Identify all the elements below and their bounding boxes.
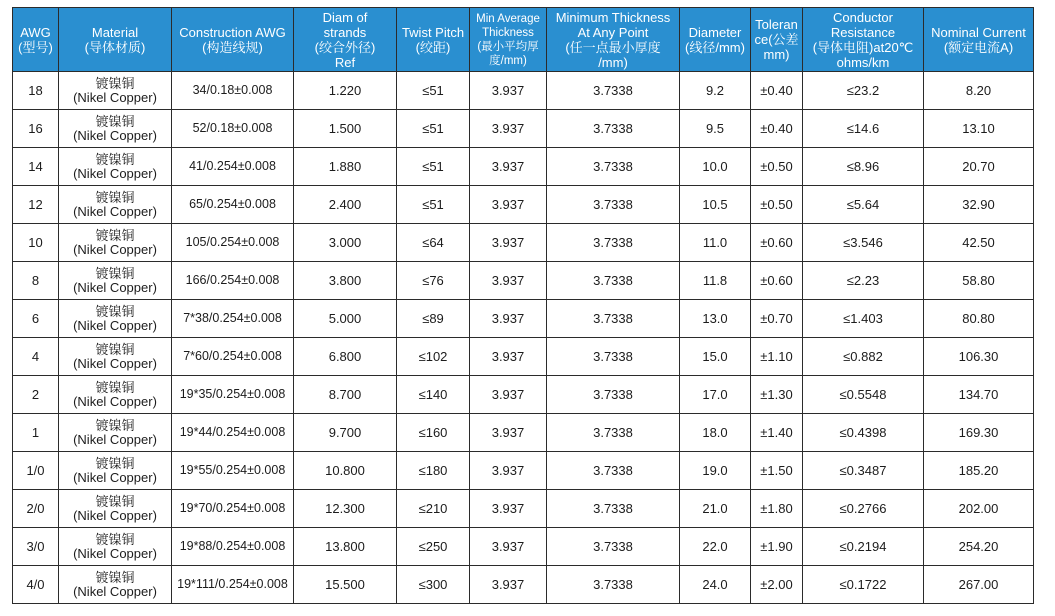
cell-diameter: 10.0 [680, 148, 751, 186]
cell-nominal-current: 42.50 [924, 224, 1034, 262]
cell-min-thickness: 3.7338 [547, 72, 680, 110]
cell-tolerance: ±1.90 [751, 528, 803, 566]
material-cn: 镀镍铜 [95, 569, 135, 585]
cell-min-avg-thickness: 3.937 [470, 224, 547, 262]
header-diam-strands: Diam of strands (绞合外径) Ref [294, 8, 397, 72]
cell-min-avg-thickness: 3.937 [470, 300, 547, 338]
cell-min-avg-thickness: 3.937 [470, 72, 547, 110]
cell-min-thickness: 3.7338 [547, 186, 680, 224]
cell-awg: 1 [13, 414, 59, 452]
material-cn: 镀镍铜 [95, 417, 135, 433]
cell-diam-strands: 15.500 [294, 566, 397, 604]
cell-min-thickness: 3.7338 [547, 148, 680, 186]
header-resistance: Conductor Resistance (导体电阻)at20℃ ohms/km [803, 8, 924, 72]
table-row [13, 224, 1034, 262]
material-en: (Nikel Copper) [73, 545, 157, 561]
cell-min-avg-thickness: 3.937 [470, 566, 547, 604]
cell-twist-pitch: ≤140 [397, 376, 470, 414]
cell-construction: 34/0.18±0.008 [172, 72, 294, 110]
cell-twist-pitch: ≤51 [397, 110, 470, 148]
cell-min-thickness: 3.7338 [547, 300, 680, 338]
cell-diameter: 22.0 [680, 528, 751, 566]
cell-resistance: ≤0.882 [803, 338, 924, 376]
header-construction: Construction AWG (构造线规) [172, 8, 294, 72]
cell-material [59, 72, 172, 110]
cell-tolerance: ±1.40 [751, 414, 803, 452]
cell-min-avg-thickness: 3.937 [470, 414, 547, 452]
cell-material [59, 452, 172, 490]
material-en: (Nikel Copper) [73, 279, 157, 295]
cell-diameter: 10.5 [680, 186, 751, 224]
cell-resistance: ≤0.1722 [803, 566, 924, 604]
material-cn: 镀镍铜 [95, 265, 135, 281]
cell-awg: 16 [13, 110, 59, 148]
cell-tolerance: ±0.40 [751, 72, 803, 110]
table-row [13, 528, 1034, 566]
cell-diam-strands: 10.800 [294, 452, 397, 490]
table-row [13, 338, 1034, 376]
cell-material [59, 490, 172, 528]
cell-min-thickness: 3.7338 [547, 262, 680, 300]
cell-twist-pitch: ≤300 [397, 566, 470, 604]
cell-tolerance: ±0.60 [751, 262, 803, 300]
cell-nominal-current: 267.00 [924, 566, 1034, 604]
cell-construction: 19*35/0.254±0.008 [172, 376, 294, 414]
material-cn: 镀镍铜 [95, 227, 135, 243]
cell-construction: 166/0.254±0.008 [172, 262, 294, 300]
material-cn: 镀镍铜 [95, 379, 135, 395]
cell-nominal-current: 254.20 [924, 528, 1034, 566]
cell-tolerance: ±1.10 [751, 338, 803, 376]
cell-min-thickness: 3.7338 [547, 414, 680, 452]
cell-material [59, 110, 172, 148]
cell-construction: 52/0.18±0.008 [172, 110, 294, 148]
cell-awg: 10 [13, 224, 59, 262]
cell-twist-pitch: ≤76 [397, 262, 470, 300]
cell-tolerance: ±0.70 [751, 300, 803, 338]
cell-awg: 2/0 [13, 490, 59, 528]
cell-awg: 2 [13, 376, 59, 414]
cell-awg: 8 [13, 262, 59, 300]
cell-diam-strands: 1.880 [294, 148, 397, 186]
material-cn: 镀镍铜 [95, 151, 135, 167]
cell-min-thickness: 3.7338 [547, 490, 680, 528]
cell-diameter: 18.0 [680, 414, 751, 452]
cell-diameter: 19.0 [680, 452, 751, 490]
cell-min-thickness: 3.7338 [547, 376, 680, 414]
cell-min-avg-thickness: 3.937 [470, 148, 547, 186]
cell-tolerance: ±0.50 [751, 148, 803, 186]
cell-twist-pitch: ≤160 [397, 414, 470, 452]
cell-resistance: ≤2.23 [803, 262, 924, 300]
cell-awg: 4 [13, 338, 59, 376]
cell-min-avg-thickness: 3.937 [470, 110, 547, 148]
cell-twist-pitch: ≤180 [397, 452, 470, 490]
material-en: (Nikel Copper) [73, 241, 157, 257]
cell-construction: 7*60/0.254±0.008 [172, 338, 294, 376]
cell-diameter: 17.0 [680, 376, 751, 414]
cell-diameter: 11.8 [680, 262, 751, 300]
cell-construction: 19*44/0.254±0.008 [172, 414, 294, 452]
cell-nominal-current: 58.80 [924, 262, 1034, 300]
cell-diam-strands: 1.500 [294, 110, 397, 148]
cell-material [59, 414, 172, 452]
table-row [13, 186, 1034, 224]
cell-diam-strands: 3.000 [294, 224, 397, 262]
cell-construction: 105/0.254±0.008 [172, 224, 294, 262]
cell-min-avg-thickness: 3.937 [470, 452, 547, 490]
cell-construction: 7*38/0.254±0.008 [172, 300, 294, 338]
cell-diam-strands: 3.800 [294, 262, 397, 300]
cell-diameter: 15.0 [680, 338, 751, 376]
cell-awg: 18 [13, 72, 59, 110]
material-cn: 镀镍铜 [95, 303, 135, 319]
cell-nominal-current: 20.70 [924, 148, 1034, 186]
material-en: (Nikel Copper) [73, 431, 157, 447]
cell-min-thickness: 3.7338 [547, 338, 680, 376]
cell-min-avg-thickness: 3.937 [470, 186, 547, 224]
cell-resistance: ≤5.64 [803, 186, 924, 224]
material-en: (Nikel Copper) [73, 355, 157, 371]
cell-diameter: 21.0 [680, 490, 751, 528]
material-cn: 镀镍铜 [95, 113, 135, 129]
cell-twist-pitch: ≤210 [397, 490, 470, 528]
cell-resistance: ≤0.3487 [803, 452, 924, 490]
cell-min-thickness: 3.7338 [547, 528, 680, 566]
cell-tolerance: ±1.30 [751, 376, 803, 414]
cell-tolerance: ±2.00 [751, 566, 803, 604]
cell-resistance: ≤8.96 [803, 148, 924, 186]
cell-min-thickness: 3.7338 [547, 566, 680, 604]
cell-twist-pitch: ≤64 [397, 224, 470, 262]
cell-diameter: 11.0 [680, 224, 751, 262]
header-tolerance: Toleran ce(公差 mm) [751, 8, 803, 72]
cell-diam-strands: 12.300 [294, 490, 397, 528]
cell-material [59, 376, 172, 414]
header-material: Material (导体材质) [59, 8, 172, 72]
cell-nominal-current: 106.30 [924, 338, 1034, 376]
cell-material [59, 300, 172, 338]
cell-resistance: ≤23.2 [803, 72, 924, 110]
cell-material [59, 566, 172, 604]
cell-diam-strands: 5.000 [294, 300, 397, 338]
cell-tolerance: ±0.40 [751, 110, 803, 148]
cell-nominal-current: 8.20 [924, 72, 1034, 110]
cell-twist-pitch: ≤250 [397, 528, 470, 566]
material-en: (Nikel Copper) [73, 127, 157, 143]
cell-material [59, 148, 172, 186]
cell-min-thickness: 3.7338 [547, 110, 680, 148]
cell-awg: 1/0 [13, 452, 59, 490]
spec-table-container [12, 7, 1034, 604]
cell-min-avg-thickness: 3.937 [470, 528, 547, 566]
material-en: (Nikel Copper) [73, 583, 157, 599]
cable-spec-table [12, 7, 1034, 604]
cell-diameter: 13.0 [680, 300, 751, 338]
cell-diam-strands: 1.220 [294, 72, 397, 110]
cell-construction: 19*111/0.254±0.008 [172, 566, 294, 604]
table-row [13, 452, 1034, 490]
cell-min-avg-thickness: 3.937 [470, 262, 547, 300]
cell-min-avg-thickness: 3.937 [470, 376, 547, 414]
cell-material [59, 262, 172, 300]
cell-diam-strands: 6.800 [294, 338, 397, 376]
cell-min-thickness: 3.7338 [547, 452, 680, 490]
cell-awg: 6 [13, 300, 59, 338]
material-en: (Nikel Copper) [73, 393, 157, 409]
cell-diameter: 9.2 [680, 72, 751, 110]
table-row [13, 300, 1034, 338]
cell-construction: 19*88/0.254±0.008 [172, 528, 294, 566]
material-en: (Nikel Copper) [73, 507, 157, 523]
cell-resistance: ≤0.2194 [803, 528, 924, 566]
cell-twist-pitch: ≤51 [397, 148, 470, 186]
material-cn: 镀镍铜 [95, 75, 135, 91]
material-cn: 镀镍铜 [95, 455, 135, 471]
table-row [13, 110, 1034, 148]
material-cn: 镀镍铜 [95, 493, 135, 509]
cell-nominal-current: 202.00 [924, 490, 1034, 528]
cell-diam-strands: 13.800 [294, 528, 397, 566]
cell-diam-strands: 9.700 [294, 414, 397, 452]
header-row [13, 8, 1034, 72]
material-en: (Nikel Copper) [73, 165, 157, 181]
cell-awg: 3/0 [13, 528, 59, 566]
table-row [13, 376, 1034, 414]
cell-min-avg-thickness: 3.937 [470, 338, 547, 376]
cell-diameter: 9.5 [680, 110, 751, 148]
cell-resistance: ≤0.2766 [803, 490, 924, 528]
cell-awg: 4/0 [13, 566, 59, 604]
header-twist-pitch: Twist Pitch (绞距) [397, 8, 470, 72]
cell-resistance: ≤3.546 [803, 224, 924, 262]
cell-construction: 41/0.254±0.008 [172, 148, 294, 186]
cell-construction: 19*55/0.254±0.008 [172, 452, 294, 490]
cell-twist-pitch: ≤102 [397, 338, 470, 376]
cell-tolerance: ±1.50 [751, 452, 803, 490]
material-cn: 镀镍铜 [95, 341, 135, 357]
cell-min-avg-thickness: 3.937 [470, 490, 547, 528]
cell-resistance: ≤0.5548 [803, 376, 924, 414]
material-cn: 镀镍铜 [95, 531, 135, 547]
header-nominal-current: Nominal Current (额定电流A) [924, 8, 1034, 72]
cell-awg: 14 [13, 148, 59, 186]
cell-twist-pitch: ≤89 [397, 300, 470, 338]
cell-tolerance: ±0.60 [751, 224, 803, 262]
cell-nominal-current: 169.30 [924, 414, 1034, 452]
cell-awg: 12 [13, 186, 59, 224]
table-row [13, 72, 1034, 110]
cell-nominal-current: 80.80 [924, 300, 1034, 338]
cell-material [59, 338, 172, 376]
header-awg: AWG (型号) [13, 8, 59, 72]
material-en: (Nikel Copper) [73, 89, 157, 105]
cell-construction: 65/0.254±0.008 [172, 186, 294, 224]
cell-nominal-current: 185.20 [924, 452, 1034, 490]
cell-twist-pitch: ≤51 [397, 186, 470, 224]
cell-diam-strands: 2.400 [294, 186, 397, 224]
cell-nominal-current: 13.10 [924, 110, 1034, 148]
material-cn: 镀镍铜 [95, 189, 135, 205]
cell-resistance: ≤1.403 [803, 300, 924, 338]
header-min-avg-thickness: Min Average Thickness (最小平均厚 度/mm) [470, 8, 547, 72]
cell-nominal-current: 32.90 [924, 186, 1034, 224]
table-row [13, 148, 1034, 186]
cell-min-thickness: 3.7338 [547, 224, 680, 262]
cell-resistance: ≤14.6 [803, 110, 924, 148]
cell-tolerance: ±0.50 [751, 186, 803, 224]
material-en: (Nikel Copper) [73, 317, 157, 333]
table-row [13, 262, 1034, 300]
cell-construction: 19*70/0.254±0.008 [172, 490, 294, 528]
cell-nominal-current: 134.70 [924, 376, 1034, 414]
cell-diameter: 24.0 [680, 566, 751, 604]
material-en: (Nikel Copper) [73, 203, 157, 219]
cell-tolerance: ±1.80 [751, 490, 803, 528]
table-row [13, 490, 1034, 528]
cell-material [59, 528, 172, 566]
cell-diam-strands: 8.700 [294, 376, 397, 414]
header-diameter: Diameter (线径/mm) [680, 8, 751, 72]
cell-material [59, 224, 172, 262]
material-en: (Nikel Copper) [73, 469, 157, 485]
cell-twist-pitch: ≤51 [397, 72, 470, 110]
table-row [13, 414, 1034, 452]
table-row [13, 566, 1034, 604]
header-min-thickness: Minimum Thickness At Any Point (任一点最小厚度 /mm) [547, 8, 680, 72]
cell-material [59, 186, 172, 224]
cell-resistance: ≤0.4398 [803, 414, 924, 452]
